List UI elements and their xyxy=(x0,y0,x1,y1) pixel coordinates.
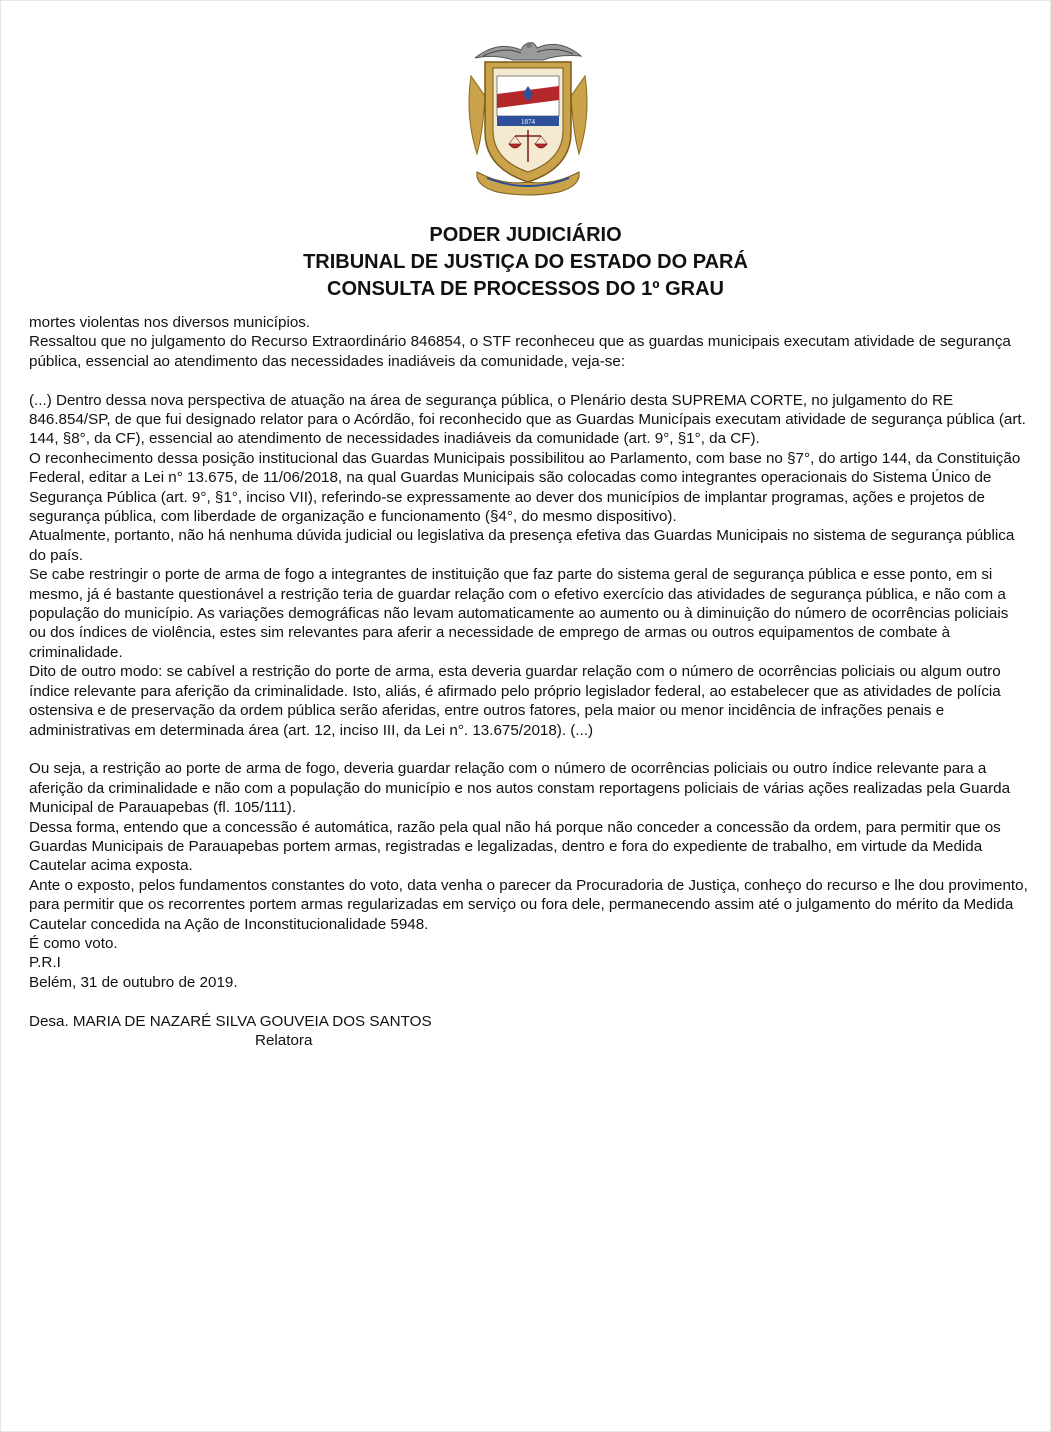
paragraph: Ante o exposto, pelos fundamentos constantes do voto, data venha o parecer da Procuradoria de Justiça, conheço do recurso e lhe dou provimento, para permitir que os recorrentes portem armas regularizadas em serviço ou fora dele, permanecendo assim até o julgamento do mérito da Medida Cautelar concedida na Ação de Inconstitucionalidade 5948. xyxy=(29,876,1028,933)
header-line-consulta: CONSULTA DE PROCESSOS DO 1º GRAU xyxy=(327,278,724,300)
paragraph: Ou seja, a restrição ao porte de arma de fogo, deveria guardar relação com o número de ocorrências policiais ou outro índice relevante para a aferição da criminalidade e não com a população do município e nos autos constam reportagens policiais de várias ações realizadas pela Guarda Municipal de Parauapebas (fl. 105/111). xyxy=(29,760,1011,817)
quote-paragraph: O reconhecimento dessa posição institucional das Guardas Municipais possibilitou ao Parlamento, com base no §7°, do artigo 144, da Constituição Federal, editar a Lei n° 13.675, de 11/06/2018, na qual Guardas Municipais são colocadas como integrantes operacionais do Sistema Único de Segurança Pública (art. 9°, §1°, inciso VII), referindo-se expressamente ao dever dos municípios de implantar programas, ações e projetos de segurança pública, com liberdade de organização e funcionamento (§4°, do mesmo dispositivo). xyxy=(29,449,1021,526)
quote-paragraph: Dito de outro modo: se cabível a restrição do porte de arma, esta deveria guardar relação com o número de ocorrências policiais ou algum outro índice relevante para aferição da criminalidade. Isto, aliás, é afirmado pelo próprio legislador federal, ao estabelecer que as atividades de polícia ostensiva e de preservação da ordem pública serão aferidas, entre outros fatores, pela maior ou menor incidência de infrações penais e administrativas em determinada área (art. 12, inciso III, da Lei n°. 13.675/2018). (...) xyxy=(29,663,1001,739)
document-body xyxy=(29,313,1029,1050)
header-line-judiciary: PODER JUDICIÁRIO xyxy=(429,224,622,246)
quote-paragraph: (...) Dentro dessa nova perspectiva de atuação na área de segurança pública, o Plenário desta SUPREMA CORTE, no julgamento do RE 846.854/SP, de que fui designado relator para o Acórdão, foi reconhecido que as Guardas Municípais executam atividade de segurança pública (art. 144, §8°, da CF), essencial ao atendimento de necessidades inadiáveis da comunidade (art. 9°, §1°, da CF). xyxy=(29,391,1026,448)
paragraph: mortes violentas nos diversos municípios. xyxy=(29,314,311,331)
signer-title: Relatora xyxy=(255,1031,313,1049)
closing-line: É como voto. xyxy=(29,934,118,952)
header-line-tribunal: TRIBUNAL DE JUSTIÇA DO ESTADO DO PARÁ xyxy=(303,251,748,273)
paragraph: Dessa forma, entendo que a concessão é automática, razão pela qual não há porque não conceder a concessão da ordem, para permitir que os Guardas Municipais de Parauapebas portem armas, registradas e legalizadas, dentro e fora do expediente de trabalho, em virtude da Medida Cautelar acima exposta. xyxy=(29,818,1001,875)
quote-paragraph: Se cabe restringir o porte de arma de fogo a integrantes de instituição que faz parte do sistema geral de segurança pública e esse ponto, em si mesmo, já é bastante questionável a restrição teria de guardar relação com o efetivo exercício das atividades de segurança pública, e não com a população do município. As variações demográficas não levam automaticamente ao aumento ou à diminuição do número de ocorrências policiais ou dos índices de violência, estes sim relevantes para aferir a necessidade de emprego de armas ou outros equipamentos de combate à criminalidade. xyxy=(29,566,1009,661)
quote-paragraph: Atualmente, portanto, não há nenhuma dúvida judicial ou legislativa da presença efetiva das Guardas Municipais no sistema de segurança pública do país. xyxy=(29,527,1015,564)
document-header xyxy=(0,222,1051,303)
date-line: Belém, 31 de outubro de 2019. xyxy=(29,973,238,991)
crest-year-ribbon: 1874 xyxy=(521,118,535,126)
closing-line: P.R.I xyxy=(29,954,61,972)
paragraph: Ressaltou que no julgamento do Recurso Extraordinário 846854, o STF reconheceu que as guardas municipais executam atividade de segurança pública, essencial ao atendimento das necessidades inadiáveis da comunidade, veja-se: xyxy=(29,333,1011,370)
signer-name: Desa. MARIA DE NAZARÉ SILVA GOUVEIA DOS SANTOS xyxy=(29,1012,432,1030)
